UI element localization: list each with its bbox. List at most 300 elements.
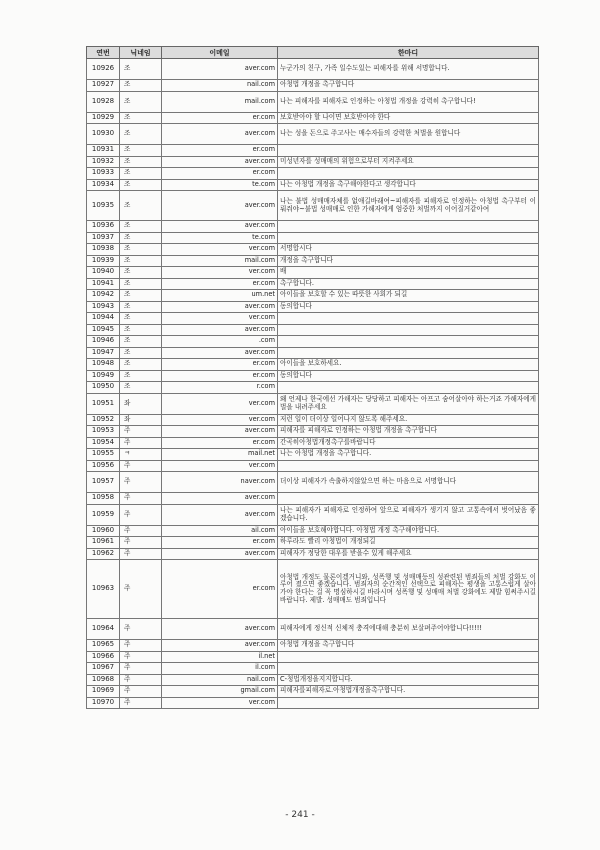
row-email [162, 686, 278, 698]
table-row [87, 221, 539, 233]
redaction-mask [162, 438, 238, 449]
row-email [162, 493, 278, 505]
row-comment: 보호받아야 할 나이면 보호받아야 한다 [278, 112, 539, 124]
row-email-text: il.net [258, 651, 275, 660]
header-comment: 한마디 [278, 47, 539, 59]
redaction-mask [162, 449, 238, 460]
row-nickname: 주 [120, 674, 162, 686]
row-comment: 나는 피해자를 피해자로 인정하는 아청법 개정을 강력히 촉구합니다! [278, 91, 539, 112]
row-nickname: 주 [120, 663, 162, 675]
row-number: 10927 [87, 80, 120, 92]
row-email [162, 359, 278, 371]
row-nickname: 조 [120, 80, 162, 92]
redaction-mask [162, 461, 238, 472]
row-email-text: nail.com [246, 80, 275, 89]
row-number: 10938 [87, 244, 120, 256]
redaction-mask [162, 698, 238, 709]
table-row [87, 124, 539, 145]
row-email [162, 91, 278, 112]
row-number: 10931 [87, 145, 120, 157]
row-email-text: r.com [256, 382, 275, 391]
row-email [162, 674, 278, 686]
row-email-text: ail.com [251, 525, 275, 534]
table-row [87, 244, 539, 256]
page-number: - 241 - [285, 810, 315, 820]
row-number: 10957 [87, 472, 120, 493]
table-row [87, 290, 539, 302]
redaction-mask [162, 145, 238, 156]
table-row [87, 278, 539, 290]
row-email [162, 382, 278, 394]
row-comment: 동의합니다 [278, 301, 539, 313]
row-email [162, 232, 278, 244]
row-number: 10965 [87, 640, 120, 652]
row-nickname: 조 [120, 359, 162, 371]
row-email [162, 324, 278, 336]
row-nickname: 조 [120, 221, 162, 233]
table-row [87, 156, 539, 168]
row-number: 10926 [87, 59, 120, 80]
row-comment [278, 313, 539, 325]
row-comment: 나는 불법 성매매자체를 없애길바래여~피해자를 피해자로 인정하는 아청법 촉구부터 이뤄줘야~불법 성매매로 인한 가해자에게 엄중한 처벌까지 이어질거같아여 [278, 191, 539, 221]
row-email-text: aver.com [244, 624, 275, 633]
redaction-mask [162, 302, 238, 313]
row-email [162, 290, 278, 302]
redaction-mask [162, 560, 238, 618]
row-email-text: aver.com [244, 64, 275, 73]
row-email-text: aver.com [244, 640, 275, 649]
row-email [162, 393, 278, 414]
row-email-text: aver.com [244, 221, 275, 230]
header-nickname: 닉네임 [120, 47, 162, 59]
row-comment: 피해자를피해자로.아청법개정을촉구합니다. [278, 686, 539, 698]
row-email [162, 313, 278, 325]
table-row [87, 59, 539, 80]
row-number: 10968 [87, 674, 120, 686]
row-email-text: er.com [252, 168, 275, 177]
row-nickname: 조 [120, 278, 162, 290]
row-nickname: 조 [120, 124, 162, 145]
row-email [162, 145, 278, 157]
table-row [87, 640, 539, 652]
row-email-text: aver.com [244, 156, 275, 165]
row-comment: 하루라도 빨리 아청법이 개정되길 [278, 537, 539, 549]
row-nickname: 주 [120, 460, 162, 472]
row-email-text: aver.com [244, 324, 275, 333]
redaction-mask [162, 325, 238, 336]
row-number: 10959 [87, 504, 120, 525]
table-header-row [87, 47, 539, 59]
row-email-text: er.com [252, 145, 275, 154]
row-email-text: um.net [251, 290, 275, 299]
row-number: 10935 [87, 191, 120, 221]
row-nickname: 조 [120, 370, 162, 382]
table-row [87, 179, 539, 191]
row-nickname: 주 [120, 472, 162, 493]
row-number: 10936 [87, 221, 120, 233]
redaction-mask [162, 348, 238, 359]
row-nickname: 주 [120, 560, 162, 619]
row-number: 10952 [87, 414, 120, 426]
table-row [87, 232, 539, 244]
row-comment: 아이들을 보호하세요. [278, 359, 539, 371]
row-email-text: il.com [255, 663, 275, 672]
row-email [162, 301, 278, 313]
row-number: 10934 [87, 179, 120, 191]
row-email-text: aver.com [244, 426, 275, 435]
row-nickname: 조 [120, 156, 162, 168]
row-email-text: er.com [252, 370, 275, 379]
table-row [87, 267, 539, 279]
table-row [87, 145, 539, 157]
redaction-mask [162, 191, 238, 220]
row-email [162, 336, 278, 348]
row-email-text: ver.com [248, 267, 275, 276]
redaction-mask [162, 267, 238, 278]
row-comment [278, 382, 539, 394]
row-email-text: er.com [252, 537, 275, 546]
row-email-text: naver.com [240, 477, 275, 486]
row-comment: 배 [278, 267, 539, 279]
row-email [162, 697, 278, 709]
redaction-mask [162, 92, 238, 112]
row-nickname: 조 [120, 59, 162, 80]
row-number: 10945 [87, 324, 120, 336]
row-comment: 아청법 개정을 촉구합니다 [278, 640, 539, 652]
row-email-text: ver.com [248, 460, 275, 469]
table-row [87, 80, 539, 92]
row-number: 10954 [87, 437, 120, 449]
row-email-text: er.com [252, 584, 275, 593]
redaction-mask [162, 382, 238, 393]
row-email [162, 548, 278, 560]
signature-table [86, 46, 539, 709]
row-email-text: mail.net [247, 449, 275, 458]
table-row [87, 437, 539, 449]
row-comment [278, 493, 539, 505]
row-nickname: 주 [120, 537, 162, 549]
row-email [162, 472, 278, 493]
row-comment [278, 324, 539, 336]
row-number: 10942 [87, 290, 120, 302]
row-number: 10948 [87, 359, 120, 371]
row-nickname: 좌 [120, 393, 162, 414]
row-nickname: 주 [120, 619, 162, 640]
row-comment [278, 336, 539, 348]
row-email-text: aver.com [244, 129, 275, 138]
row-comment [278, 460, 539, 472]
row-nickname: 조 [120, 290, 162, 302]
table-row [87, 472, 539, 493]
redaction-mask [162, 371, 238, 382]
row-comment [278, 697, 539, 709]
row-number: 10941 [87, 278, 120, 290]
row-comment [278, 651, 539, 663]
row-number: 10944 [87, 313, 120, 325]
row-number: 10947 [87, 347, 120, 359]
table-row [87, 560, 539, 619]
row-comment: 피해자가 정당한 대우를 받을수 있게 해주세요 [278, 548, 539, 560]
row-number: 10930 [87, 124, 120, 145]
redaction-mask [162, 113, 238, 124]
row-email-text: er.com [252, 359, 275, 368]
row-comment [278, 232, 539, 244]
table-row [87, 370, 539, 382]
row-nickname: 조 [120, 168, 162, 180]
row-comment [278, 663, 539, 675]
row-nickname: 조 [120, 324, 162, 336]
row-nickname: 조 [120, 301, 162, 313]
redaction-mask [162, 157, 238, 168]
row-number: 10929 [87, 112, 120, 124]
row-comment [278, 221, 539, 233]
row-email [162, 651, 278, 663]
redaction-mask [162, 675, 238, 686]
row-email-text: er.com [252, 112, 275, 121]
row-number: 10969 [87, 686, 120, 698]
row-nickname: 조 [120, 255, 162, 267]
table-row [87, 651, 539, 663]
redaction-mask [162, 505, 238, 525]
redaction-mask [162, 124, 238, 144]
row-number: 10967 [87, 663, 120, 675]
row-comment: 저런 일이 더이상 일어나지 않도록 해주세요. [278, 414, 539, 426]
row-number: 10933 [87, 168, 120, 180]
redaction-mask [162, 168, 238, 179]
table-row [87, 619, 539, 640]
row-nickname: 주 [120, 437, 162, 449]
row-nickname: 조 [120, 267, 162, 279]
table-row [87, 426, 539, 438]
table-row [87, 663, 539, 675]
table-row [87, 537, 539, 549]
row-comment: 동의합니다 [278, 370, 539, 382]
redaction-mask [162, 415, 238, 426]
row-nickname: 주 [120, 548, 162, 560]
row-email [162, 370, 278, 382]
row-nickname: 주 [120, 651, 162, 663]
header-no: 연번 [87, 47, 120, 59]
table-row [87, 686, 539, 698]
redaction-mask [162, 221, 238, 232]
row-email [162, 537, 278, 549]
row-comment: 아청법 개정을 촉구합니다 [278, 80, 539, 92]
row-email [162, 525, 278, 537]
row-number: 10932 [87, 156, 120, 168]
row-email [162, 504, 278, 525]
row-number: 10960 [87, 525, 120, 537]
row-email-text: aver.com [244, 548, 275, 557]
row-email [162, 449, 278, 461]
row-nickname: 주 [120, 504, 162, 525]
row-comment: 아이들을 보호할 수 있는 따뜻한 사회가 되길 [278, 290, 539, 302]
redaction-mask [162, 290, 238, 301]
row-email-text: gmail.com [240, 686, 275, 695]
row-email-text: aver.com [244, 200, 275, 209]
redaction-mask [162, 279, 238, 290]
row-comment: 나는 피해자가 피해자로 인정하여 앞으로 피해자가 생기지 않고 고통속에서 벗어났음 좋겠습니다. [278, 504, 539, 525]
row-comment: 서명합시다 [278, 244, 539, 256]
row-comment: 나는 성을 돈으로 주고사는 매수자들의 강력한 처벌을 원합니다 [278, 124, 539, 145]
row-number: 10937 [87, 232, 120, 244]
row-email-text: te.com [252, 232, 275, 241]
redaction-mask [162, 233, 238, 244]
table-row [87, 460, 539, 472]
redaction-mask [162, 549, 238, 560]
row-comment: C-청법개정을지지합니다. [278, 674, 539, 686]
redaction-mask [162, 619, 238, 639]
row-email [162, 59, 278, 80]
redaction-mask [162, 244, 238, 255]
row-email [162, 80, 278, 92]
row-comment: 간곡히아청법개정촉구를바랍니다 [278, 437, 539, 449]
row-email-text: er.com [252, 437, 275, 446]
row-number: 10949 [87, 370, 120, 382]
table-row [87, 112, 539, 124]
redaction-mask [162, 652, 238, 663]
row-nickname: 조 [120, 112, 162, 124]
redaction-mask [162, 256, 238, 267]
row-email-text: mail.com [244, 96, 275, 105]
table-row [87, 697, 539, 709]
row-number: 10928 [87, 91, 120, 112]
table-row [87, 91, 539, 112]
row-email [162, 560, 278, 619]
row-email-text: ver.com [248, 398, 275, 407]
row-nickname: 좌 [120, 414, 162, 426]
redaction-mask [162, 394, 238, 414]
row-comment: 피해자를 피해자로 인정하는 아청법 개정을 촉구합니다 [278, 426, 539, 438]
row-email-text: te.com [252, 179, 275, 188]
row-email [162, 221, 278, 233]
row-comment: 개정을 촉구합니다 [278, 255, 539, 267]
row-comment: 누군가의 친구, 가족 일수도있는 피해자를 위해 서명합니다. [278, 59, 539, 80]
row-email-text: ver.com [248, 313, 275, 322]
row-email [162, 619, 278, 640]
row-number: 10939 [87, 255, 120, 267]
row-email-text: .com [258, 336, 275, 345]
table-row [87, 301, 539, 313]
table-row [87, 382, 539, 394]
row-email [162, 255, 278, 267]
row-number: 10963 [87, 560, 120, 619]
row-nickname: 조 [120, 313, 162, 325]
row-nickname: 주 [120, 686, 162, 698]
row-comment: 더이상 피해자가 속출하지않았으면 하는 마음으로 서명합니다 [278, 472, 539, 493]
row-email [162, 640, 278, 652]
row-email [162, 156, 278, 168]
redaction-mask [162, 472, 238, 492]
row-email [162, 663, 278, 675]
row-number: 10962 [87, 548, 120, 560]
row-number: 10961 [87, 537, 120, 549]
row-number: 10958 [87, 493, 120, 505]
row-email [162, 168, 278, 180]
row-email [162, 278, 278, 290]
row-comment: 피해자에게 정신적 신체적 충격에대해 충분히 보살펴주어야합니다!!!!! [278, 619, 539, 640]
row-email [162, 112, 278, 124]
table-row [87, 313, 539, 325]
row-nickname: 조 [120, 91, 162, 112]
row-email-text: aver.com [244, 493, 275, 502]
row-number: 10953 [87, 426, 120, 438]
header-email: 이메일 [162, 47, 278, 59]
table-row [87, 191, 539, 221]
redaction-mask [162, 336, 238, 347]
row-comment: 아이들을 보호해야합니다. 아청법 개정 촉구해야합니다. [278, 525, 539, 537]
redaction-mask [162, 359, 238, 370]
row-number: 10955 [87, 449, 120, 461]
row-number: 10946 [87, 336, 120, 348]
row-email-text: aver.com [244, 347, 275, 356]
row-nickname: 조 [120, 145, 162, 157]
table-row [87, 414, 539, 426]
row-nickname: 조 [120, 191, 162, 221]
row-email [162, 414, 278, 426]
redaction-mask [162, 640, 238, 651]
row-number: 10964 [87, 619, 120, 640]
row-comment: 나는 아청법 개정을 촉구합니다. [278, 449, 539, 461]
table-row [87, 347, 539, 359]
row-email-text: aver.com [244, 301, 275, 310]
row-comment [278, 347, 539, 359]
redaction-mask [162, 59, 238, 79]
row-email [162, 179, 278, 191]
row-email-text: er.com [252, 278, 275, 287]
row-nickname: 조 [120, 232, 162, 244]
redaction-mask [162, 537, 238, 548]
row-number: 10956 [87, 460, 120, 472]
redaction-mask [162, 526, 238, 537]
table-row [87, 255, 539, 267]
table-row [87, 449, 539, 461]
row-number: 10970 [87, 697, 120, 709]
row-nickname: 주 [120, 697, 162, 709]
table-row [87, 336, 539, 348]
row-email-text: ver.com [248, 697, 275, 706]
row-nickname: 조 [120, 244, 162, 256]
row-number: 10940 [87, 267, 120, 279]
row-email [162, 437, 278, 449]
row-comment: 나는 아청법 개정을 촉구해야한다고 생각합니다 [278, 179, 539, 191]
row-email [162, 244, 278, 256]
row-email [162, 124, 278, 145]
redaction-mask [162, 493, 238, 504]
row-number: 10966 [87, 651, 120, 663]
row-comment: 아청법 개정도 물론이겠거니와, 성폭행 및 성매매등의 성관련된 범죄들의 처벌 강화도 이루어 졌으면 좋겠습니다. 범죄자의 순간적인 선택으로 피해자는 평생을 고통스럽게 살아가야 한다는 걸 꼭 명심하시길 바라시며 성폭행 및 성매매 처벌 강화에도 제발 힘써주시길 바랍니다. 제발. 성매매도 범죄입니다 [278, 560, 539, 619]
row-nickname: 주 [120, 640, 162, 652]
row-email-text: aver.com [244, 509, 275, 518]
table-row [87, 393, 539, 414]
redaction-mask [162, 686, 238, 697]
row-number: 10943 [87, 301, 120, 313]
row-email [162, 191, 278, 221]
petition-sheet [86, 46, 538, 709]
table-row [87, 525, 539, 537]
row-email-text: nail.com [246, 674, 275, 683]
redaction-mask [162, 80, 238, 91]
row-nickname: 조 [120, 336, 162, 348]
row-nickname: 주 [120, 493, 162, 505]
row-comment [278, 168, 539, 180]
table-row [87, 359, 539, 371]
row-comment [278, 145, 539, 157]
redaction-mask [162, 426, 238, 437]
row-email-text: mail.com [244, 255, 275, 264]
table-row [87, 548, 539, 560]
row-number: 10951 [87, 393, 120, 414]
table-row [87, 674, 539, 686]
